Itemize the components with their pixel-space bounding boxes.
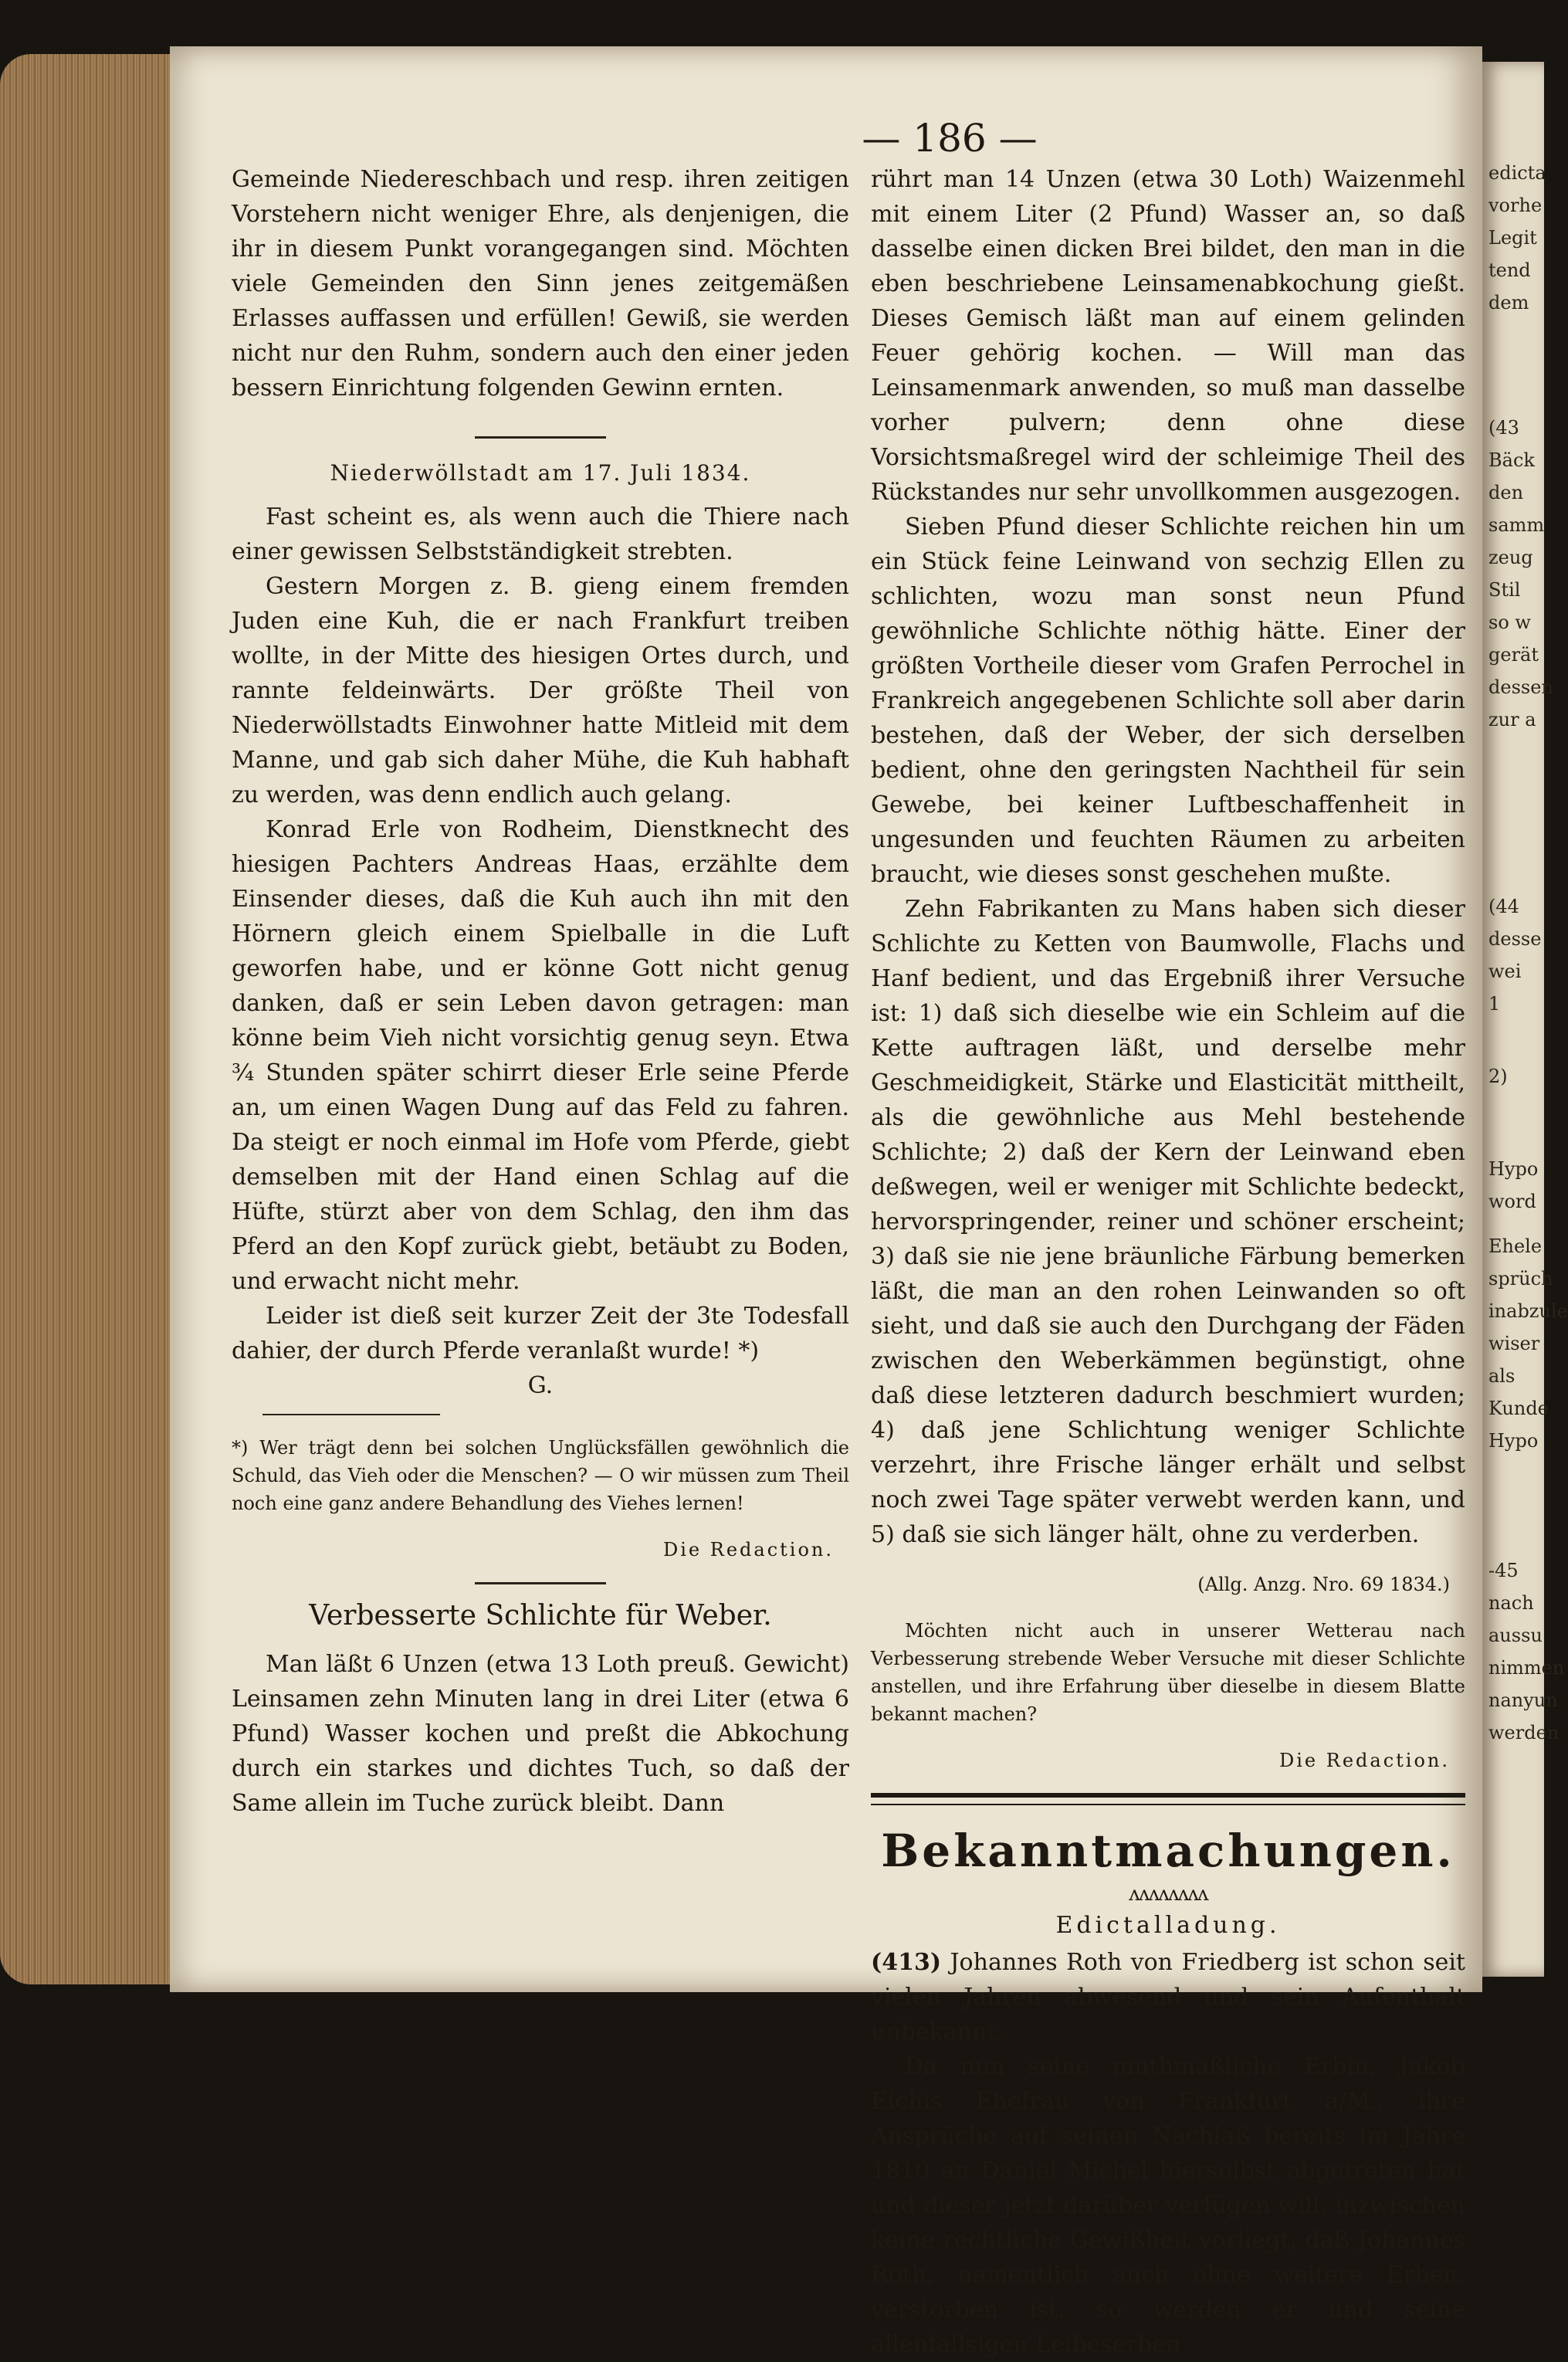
next-page-fragment: dem [1488, 292, 1529, 313]
section-double-rule [871, 1793, 1465, 1805]
left-column [232, 162, 849, 1821]
next-page-fragment: -45 [1488, 1560, 1519, 1581]
next-page-fragment: werden [1488, 1722, 1560, 1744]
footnote-signature [232, 1536, 849, 1564]
article-heading: Verbesserte Schlichte für Weber. [309, 1600, 772, 1632]
next-page-fragment: Ehele [1488, 1235, 1543, 1257]
next-page-fragment: Legit [1488, 227, 1537, 249]
next-page-fragment: 2) [1488, 1066, 1508, 1087]
article-paragraph: Konrad Erle von Rodheim, Dienstknecht des hiesigen Pachters Andreas Haas, erzählte dem Einsender dieses, daß die Kuh auch ihn mit den Hörnern gleich einem Spielballe in die Luft geworfen habe, und er könne Gott nicht genug danken, daß er sein Leben davon getragen: man könne beim Vieh nicht vorsichtig genug seyn. Etwa ¾ Stunden später schirrt dieser Erle seine Pferde an, um einen Wagen Dung auf das Feld zu fahren. Da steigt er noch einmal im Hofe vom Pferde, giebt demselben mit der Hand einen Schlag auf die Hüfte, stürzt aber von dem Schlag, den ihm das Pferd an den Kopf zurück giebt, betäubt zu Boden, und erwacht nicht mehr. [232, 816, 849, 1295]
article-paragraph: Fast scheint es, als wenn auch die Thiere nach einer gewissen Selbstständigkeit strebten. [232, 503, 849, 565]
notice-number: (413) [871, 1949, 942, 1976]
next-page-fragment: sprüch [1488, 1268, 1553, 1289]
next-page-fragment: wiser [1488, 1333, 1540, 1354]
announcements-heading: Bekanntmachungen. [881, 1825, 1455, 1877]
article-paragraph: Gestern Morgen z. B. gieng einem fremden Juden eine Kuh, die er nach Frankfurt treiben wollte, in der Mitte des hiesigen Ortes durch, und rannte feldeinwärts. Der größte Theil von Niederwöllstadts Einwohner hatte Mitleid mit dem Manne, und gab sich daher Mühe, die Kuh habhaft zu werden, was denn endlich auch gelang. [232, 573, 849, 808]
next-page-fragment: Hypo [1488, 1430, 1539, 1452]
editor-signature [871, 1747, 1465, 1774]
page-number: — 186 — [862, 116, 1038, 161]
next-page-fragment: inabzule [1488, 1300, 1568, 1322]
next-page-fragment: Hypo [1488, 1158, 1539, 1180]
dateline: Niederwöllstadt am 17. Juli 1834. [330, 460, 751, 486]
editor-signature-text: Die Redaction. [1279, 1750, 1450, 1771]
next-page-fragment: wei [1488, 961, 1522, 982]
next-page-fragment: nimmen [1488, 1657, 1565, 1679]
next-page-fragment: nach [1488, 1592, 1534, 1614]
ornament: ʌʌʌʌʌʌʌʌ [1129, 1882, 1207, 1906]
intro-paragraph: Gemeinde Niedereschbach und resp. ihren zeitigen Vorstehern nicht weniger Ehre, als denjenigen, die ihr in diesem Punkt vorangegangen sind. Möchten viele Gemeinden den Sinn jenes zeitgemäßen Erlasses auffassen und erfüllen! Gewiß, sie werden nicht nur den Ruhm, sondern auch den einer jeden bessern Einrichtung folgenden Gewinn ernten. [232, 166, 849, 402]
next-page-fragment: nanyun [1488, 1689, 1558, 1711]
footnote-signature-text: Die Redaction. [663, 1539, 834, 1561]
book-edge [0, 54, 178, 1984]
notice-paragraph: Da nun seine muthmaßliche Erbin, Jakob Eichis Ehefrau von Frankfurt a/M., ihre Ansprüche auf seinen Nachlaß bereits im Jahre 1810 an Daniel Michel hierselbst abgetreten hat und dieser jetzt darüber verfügen will, inzwischen keine rechtliche Gewißheit vorliegt, daß Johannes Roth, namentlich auch ohne weitere Erben, verstorben ist, so werden er und seine allenfallsigen Leibeserben [871, 2053, 1465, 2358]
editor-note: Möchten nicht auch in unserer Wetterau nach Verbesserung strebende Weber Versuche mit dieser Schlichte anstellen, und ihre Erfahrung über dieselbe in diesem Blatte bekannt machen? [871, 1620, 1465, 1725]
footnote-text: *) Wer trägt denn bei solchen Unglücksfällen gewöhnlich die Schuld, das Vieh oder die Menschen? — O wir müssen zum Theil noch eine ganz andere Behandlung des Viehes lernen! [232, 1437, 849, 1514]
next-page-fragment: Kunde [1488, 1398, 1549, 1419]
footnote-rule [262, 1414, 440, 1415]
next-page-fragment: word [1488, 1191, 1536, 1212]
section-divider [475, 436, 606, 439]
notice-paragraph [871, 1945, 1465, 2049]
next-page-fragment: Stil [1488, 579, 1521, 601]
next-page-fragment: dessen [1488, 676, 1553, 698]
article-paragraph: rührt man 14 Unzen (etwa 30 Loth) Waizenmehl mit einem Liter (2 Pfund) Wasser an, so daß dasselbe einen dicken Brei bildet, den man in die eben beschriebene Leinsamenabkochung gießt. Dieses Gemisch läßt man auf einem gelinden Feuer gehörig kochen. — Will man das Leinsamenmark anwenden, so muß man dasselbe vorher pulvern; denn ohne diese Vorsichtsmaßregel wird der schleimige Theil des Rückstandes nur sehr unvollkommen ausgezogen. [871, 166, 1465, 506]
notice-text: Johannes Roth von Friedberg ist schon seit vielen Jahren abwesend und sein Aufenthalt unbekannt. [871, 1949, 1465, 2045]
next-page-fragment: (44 [1488, 896, 1519, 917]
next-page-fragment: 1 [1488, 993, 1501, 1015]
next-page-fragment: (43 [1488, 417, 1519, 439]
page [170, 46, 1482, 2358]
next-page-edge [1482, 62, 1568, 1977]
next-page-fragment: Bäck [1488, 449, 1535, 471]
next-page-fragment: edicta [1488, 162, 1546, 184]
next-page-fragment: aussu [1488, 1625, 1543, 1646]
next-page-fragment: tend [1488, 259, 1531, 281]
next-page-fragment: den [1488, 482, 1524, 503]
next-page-fragment: vorhe [1488, 195, 1543, 216]
next-page-fragment: gerät [1488, 644, 1539, 666]
next-page-fragment: als [1488, 1365, 1516, 1387]
next-page-fragment: so w [1488, 612, 1531, 633]
article-paragraph: Leider ist dieß seit kurzer Zeit der 3te Todesfall dahier, der durch Pferde veranlaßt wurde! *) [232, 1303, 849, 1364]
next-page-fragment: samm [1488, 514, 1545, 536]
article-paragraph: Sieben Pfund dieser Schlichte reichen hin um ein Stück feine Leinwand von sechzig Ellen zu schlichten, wozu man sonst neun Pfund gewöhnliche Schlichte nöthig hätte. Einer der größten Vortheile dieser vom Grafen Perrochel in Frankreich angegebenen Schlichte soll aber darin bestehen, daß der Weber, der sich derselben bedient, ohne den geringsten Nachtheil für sein Gewebe, bei keiner Luftbeschaffenheit in ungesunden und feuchten Räumen zu arbeiten braucht, wie dieses sonst geschehen mußte. [871, 513, 1465, 888]
article-signature: G. [527, 1372, 554, 1399]
article-paragraph: Man läßt 6 Unzen (etwa 13 Loth preuß. Gewicht) Leinsamen zehn Minuten lang in drei Liter (etwa 6 Pfund) Wasser kochen und preßt die Abkochung durch ein starkes und dichtes Tuch, so daß der Same allein im Tuche zurück bleibt. Dann [232, 1651, 849, 1817]
next-page-fragment: desse [1488, 928, 1542, 950]
edictal-heading: Edictalladung. [1055, 1912, 1281, 1939]
article-paragraph: Zehn Fabrikanten zu Mans haben sich dieser Schlichte zu Ketten von Baumwolle, Flachs und Hanf bedient, und das Ergebniß ihrer Versuche ist: 1) daß sich dieselbe wie ein Schleim auf die Kette auftragen läßt, und derselbe mehr Geschmeidigkeit, Stärke und Elasticität mittheilt, als die gewöhnliche aus Mehl bestehende Schlichte; 2) daß der Kern der Leinwand eben deßwegen, weil er weniger mit Schlichte bedeckt, hervorspringender, reiner und schöner erscheint; 3) daß sie nie jene bräunliche Färbung bemerken läßt, die man an den rohen Leinwanden so oft sieht, und daß sie auch den Durchgang der Fäden zwischen den Weberkämmen begünstigt, ohne daß diese letzteren dadurch beschmiert wurden; 4) daß jene Schlichtung weniger Schlichte verzehrt, ihre Frische länger erhält und selbst noch zwei Tage später verwebt werden kann, und 5) daß sie sich länger hält, ohne zu verderben. [871, 896, 1465, 1548]
source-citation: (Allg. Anzg. Nro. 69 1834.) [1197, 1574, 1450, 1595]
section-divider [475, 1582, 606, 1584]
right-column [871, 162, 1465, 2362]
next-page-fragment: zeug [1488, 547, 1533, 568]
next-page-fragment: zur a [1488, 709, 1536, 730]
